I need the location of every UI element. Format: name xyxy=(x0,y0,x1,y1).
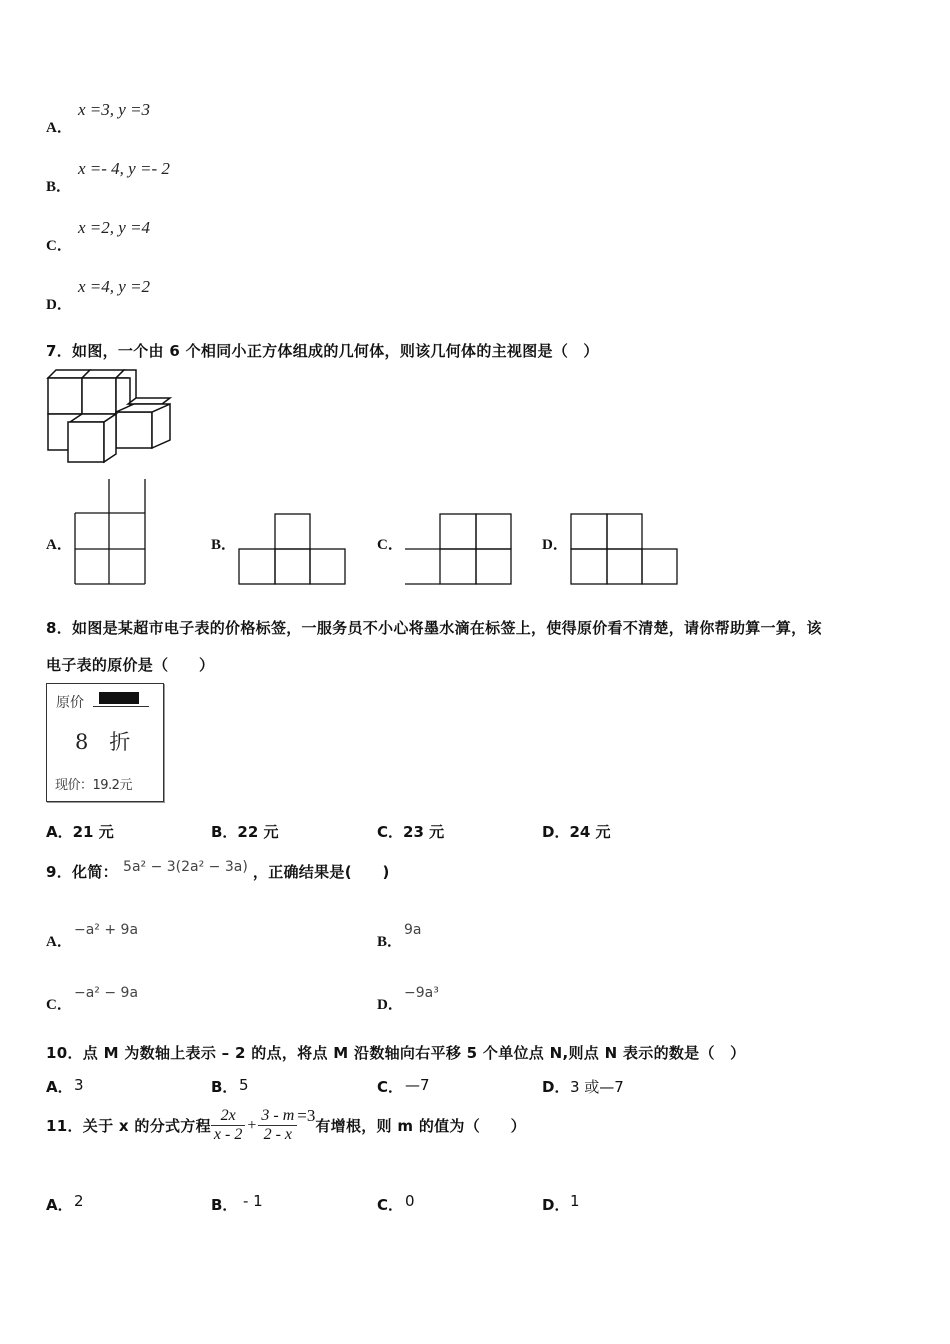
price-tag-discount: 8 折 xyxy=(75,730,131,754)
q6-option-b-label: B． xyxy=(46,179,72,195)
q11-fraction-1 xyxy=(211,1107,245,1144)
price-tag-original-label: 原价 xyxy=(56,695,84,711)
q11-option-c-value: 0 xyxy=(405,1192,415,1210)
q8-option-b: B．22 元 xyxy=(211,823,279,841)
q11-frac2-numerator: 3 - m xyxy=(258,1107,297,1126)
q7-option-d-figure xyxy=(570,513,680,587)
ink-blot xyxy=(99,692,139,704)
q11-line xyxy=(46,1107,526,1144)
q10-option-b-value: 5 xyxy=(239,1076,249,1094)
q11-plus: + xyxy=(247,1116,257,1134)
q11-option-b-label: B． xyxy=(211,1196,238,1214)
q11-equals: =3 xyxy=(297,1105,316,1125)
q7-text: 7．如图，一个由 6 个相同小正方体组成的几何体，则该几何体的主视图是（ ） xyxy=(46,342,599,360)
q11-option-d-value: 1 xyxy=(570,1192,580,1210)
q11-option-a-label: A． xyxy=(46,1196,73,1214)
q9-line xyxy=(46,861,390,882)
q11-prefix: 11．关于 x 的分式方程 xyxy=(46,1117,211,1135)
q11-frac1-numerator: 2x xyxy=(211,1107,245,1126)
q9-suffix: ，正确结果是( ) xyxy=(252,863,390,881)
q7-cube-figure xyxy=(44,368,176,468)
q11-frac2-denominator: 2 - x xyxy=(263,1126,293,1143)
q8-text-line1: 8．如图是某超市电子表的价格标签，一服务员不小心将墨水滴在标签上，使得原价看不清楚，请你帮助算一算，该 xyxy=(46,619,822,637)
q9-expr: 5a² − 3(2a² − 3a) xyxy=(123,859,248,875)
q6-option-c-expr: x =2, y =4 xyxy=(78,218,151,237)
price-tag-underline xyxy=(93,706,149,707)
q11-option-b-value: - 1 xyxy=(243,1192,263,1210)
q6-option-a-label: A． xyxy=(46,120,72,136)
q9-option-a-expr: −a² + 9a xyxy=(74,922,139,938)
q7-option-c-figure xyxy=(404,513,514,587)
q8-option-c: C．23 元 xyxy=(377,823,445,841)
q6-option-d-label: D． xyxy=(46,297,72,313)
q10-option-c-label: C． xyxy=(377,1078,404,1096)
q7-option-d-label: D． xyxy=(542,537,568,553)
q10-option-d-label: D． xyxy=(542,1078,570,1096)
q6-option-a-expr: x =3, y =3 xyxy=(78,100,151,119)
q7-option-a-label: A． xyxy=(46,537,72,553)
q6-option-c-label: C． xyxy=(46,238,72,254)
q10-text: 10．点 M 为数轴上表示 – 2 的点，将点 M 沿数轴向右平移 5 个单位点 N,则点 N 表示的数是（ ） xyxy=(46,1044,746,1062)
q8-option-a: A．21 元 xyxy=(46,823,114,841)
q11-option-c-label: C． xyxy=(377,1196,404,1214)
q10-option-b-label: B． xyxy=(211,1078,238,1096)
q7-option-c-label: C． xyxy=(377,537,403,553)
q8-option-d: D．24 元 xyxy=(542,823,611,841)
q9-option-b-label: B． xyxy=(377,934,403,950)
price-tag xyxy=(46,683,164,802)
q10-option-d-value: 3 或—7 xyxy=(570,1078,624,1096)
q10-option-a-value: 3 xyxy=(74,1076,84,1094)
q9-option-d-label: D． xyxy=(377,997,403,1013)
q10-option-a-label: A． xyxy=(46,1078,73,1096)
q9-option-c-label: C． xyxy=(46,997,72,1013)
q6-option-b-expr: x =- 4, y =- 2 xyxy=(78,159,170,178)
q7-option-b-figure xyxy=(238,513,348,587)
q9-option-a-label: A． xyxy=(46,934,72,950)
q9-option-d-expr: −9a³ xyxy=(404,985,439,1001)
q11-suffix: 有增根，则 m 的值为（ ） xyxy=(315,1117,526,1135)
q11-fraction-2 xyxy=(258,1107,297,1144)
price-tag-current: 现价：19.2元 xyxy=(55,778,132,793)
q9-prefix: 9．化简： xyxy=(46,863,118,881)
q6-option-d-expr: x =4, y =2 xyxy=(78,277,151,296)
q11-frac1-denominator: x - 2 xyxy=(213,1126,243,1143)
q7-option-b-label: B． xyxy=(211,537,237,553)
q9-option-c-expr: −a² − 9a xyxy=(74,985,139,1001)
q11-option-d-label: D． xyxy=(542,1196,570,1214)
q8-text-line2: 电子表的原价是（ ） xyxy=(46,656,215,674)
q7-option-a-figure xyxy=(74,478,148,586)
q9-option-b-expr: 9a xyxy=(404,922,422,938)
q10-option-c-value: —7 xyxy=(405,1076,430,1094)
q11-option-a-value: 2 xyxy=(74,1192,84,1210)
